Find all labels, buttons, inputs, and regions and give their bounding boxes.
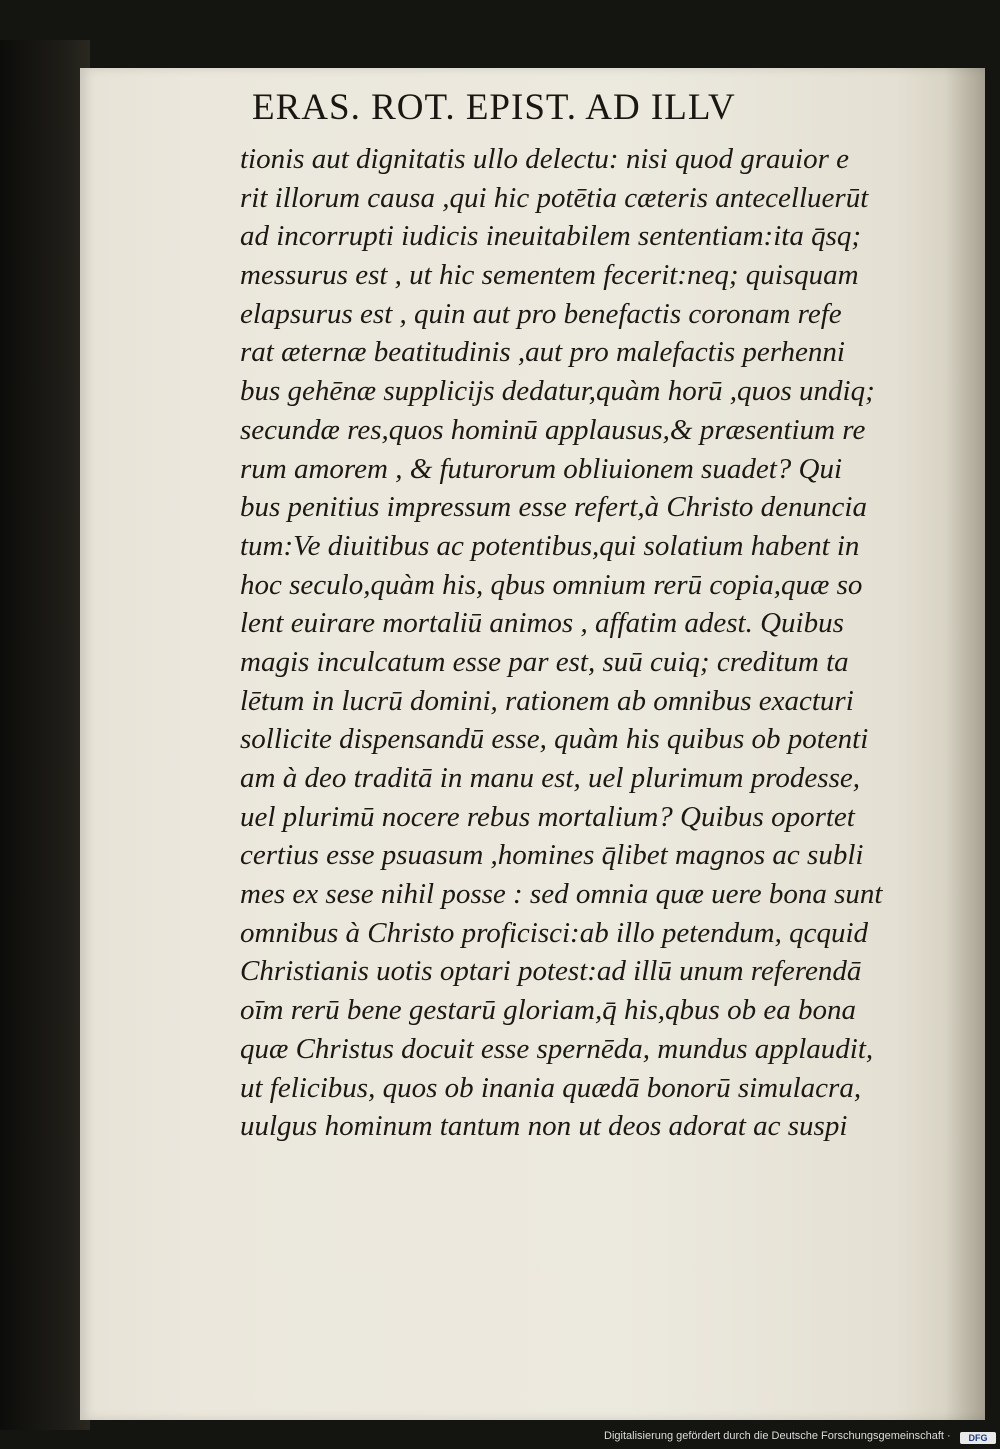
text-line: rit illorum causa ,qui hic potētia cæteris antecelluerūt	[240, 181, 869, 214]
gutter-shadow	[945, 68, 985, 1420]
text-line: Christianis uotis optari potest:ad illū unum referendā	[240, 955, 862, 988]
text-line: lent euirare mortaliū animos , affatim adest. Quibus	[240, 607, 844, 640]
dfg-logo: DFG	[960, 1432, 996, 1444]
text-line: omnibus à Christo proficisci:ab illo petendum, qcquid	[240, 916, 869, 949]
text-line: elapsurus est , quin aut pro benefactis coronam refe	[240, 297, 842, 330]
text-line: ad incorrupti iudicis ineuitabilem sententiam:ita q̄sq;	[240, 220, 862, 253]
text-line: sollicite dispensandū esse, quàm his quibus ob potenti	[240, 723, 869, 756]
text-line: hoc seculo,quàm his, qbus omnium rerū copia,quæ so	[240, 568, 863, 601]
text-line: ut felicibus, quos ob inania quædā bonorū simulacra,	[240, 1071, 862, 1104]
text-line: uel plurimū nocere rebus mortalium? Quibus oportet	[240, 800, 855, 833]
text-line: quæ Christus docuit esse spernēda, mundus applaudit,	[240, 1032, 874, 1065]
text-line: tum:Ve diuitibus ac potentibus,qui solatium habent in	[240, 529, 860, 562]
text-line: certius esse psuasum ,homines q̄libet magnos ac subli	[240, 839, 864, 872]
text-line: rat æternæ beatitudinis ,aut pro malefactis perhenni	[240, 336, 845, 369]
text-line: oīm rerū bene gestarū gloriam,q̄ his,qbus ob ea bona	[240, 994, 856, 1027]
text-line: bus penitius impressum esse refert,à Christo denuncia	[240, 491, 867, 524]
running-head: ERAS. ROT. EPIST. AD ILLV	[252, 87, 736, 128]
text-line: uulgus hominum tantum non ut deos adorat ac suspi	[240, 1110, 848, 1143]
text-line: rum amorem , & futurorum obliuionem suadet? Qui	[240, 452, 843, 485]
book-edge	[0, 40, 90, 1430]
text-line: tionis aut dignitatis ullo delectu: nisi quod grauior e	[240, 143, 849, 175]
text-line: lētum in lucrū domini, rationem ab omnibus exacturi	[240, 684, 854, 717]
text-line: magis inculcatum esse par est, suū cuiq; creditum ta	[240, 645, 849, 678]
text-line: am à deo traditā in manu est, uel plurimum prodesse,	[240, 762, 860, 794]
text-line: mes ex sese nihil posse : sed omnia quæ uere bona sunt	[240, 878, 883, 911]
body-text	[240, 140, 900, 1146]
text-line: messurus est , ut hic sementem fecerit:neq; quisquam	[240, 259, 859, 292]
text-line: secundæ res,quos hominū applausus,& præsentium re	[240, 413, 866, 446]
digitization-credit: Digitalisierung gefördert durch die Deutsche Forschungsgemeinschaft ·	[604, 1430, 951, 1442]
text-line: bus gehēnæ supplicijs dedatur,quàm horū ,quos undiq;	[240, 375, 875, 408]
